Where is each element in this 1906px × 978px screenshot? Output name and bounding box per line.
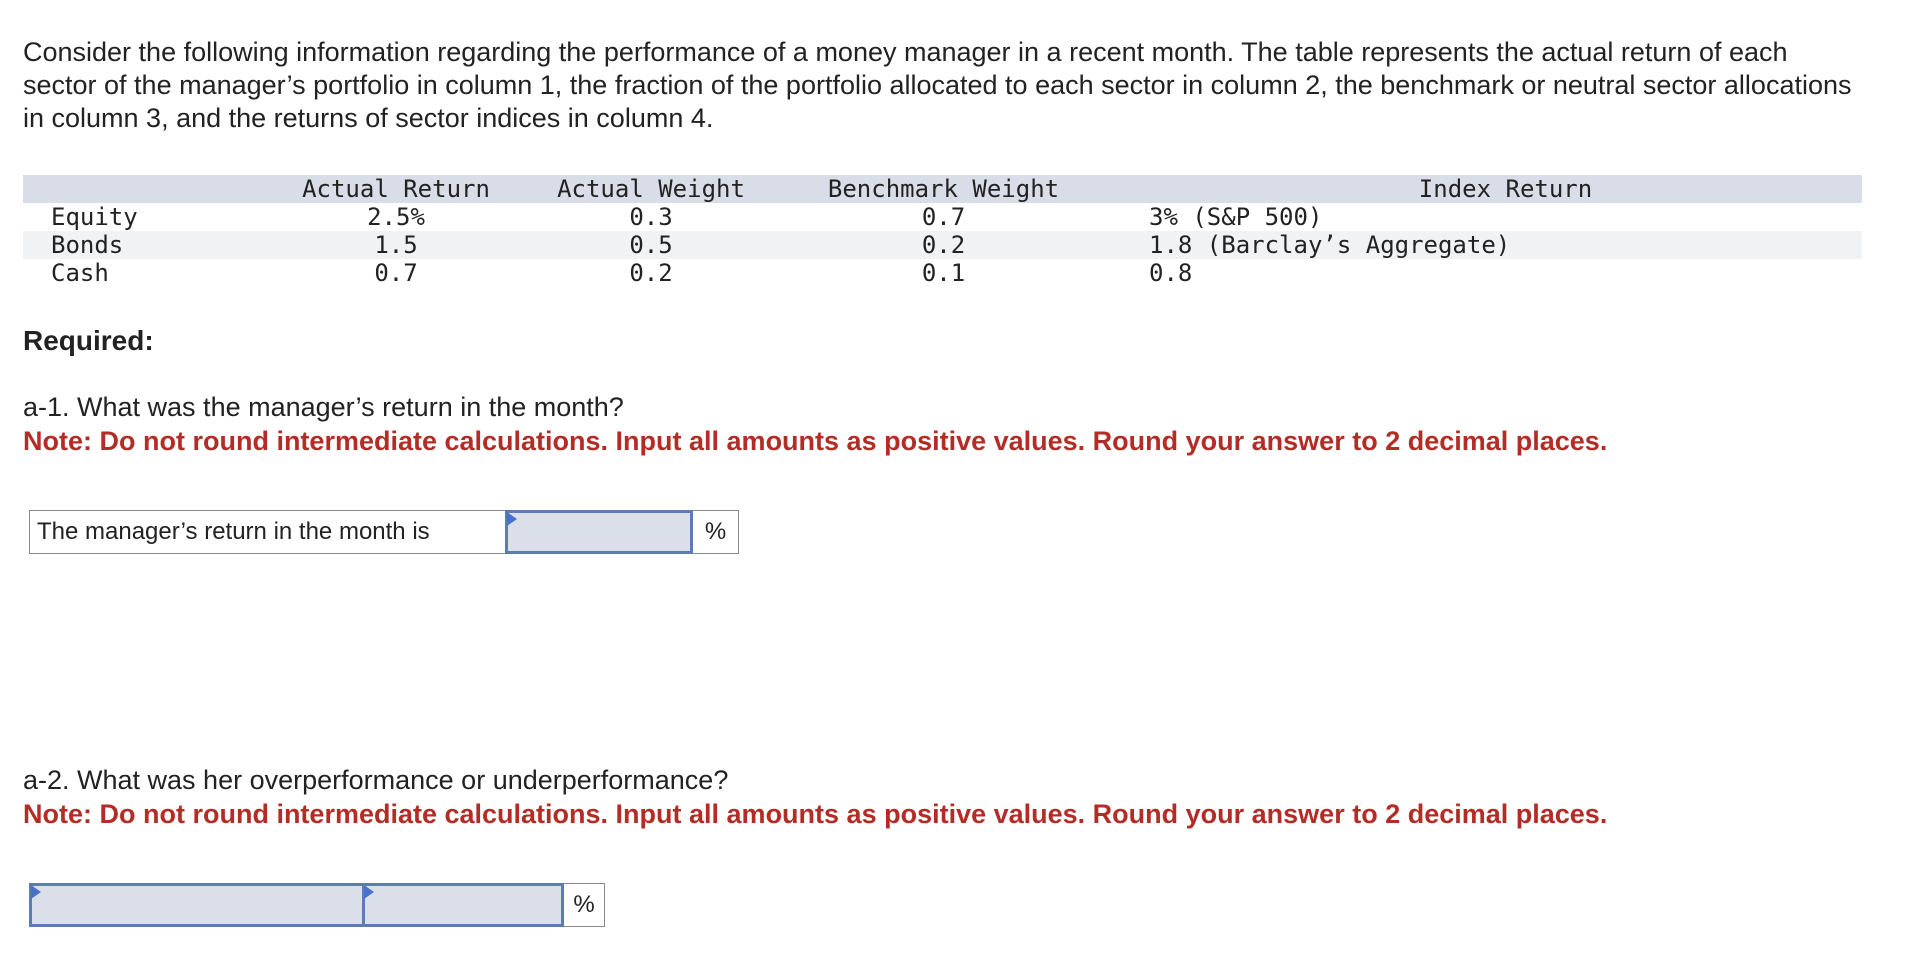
- cell-index-return: 1.8 (Barclay’s Aggregate): [1149, 231, 1511, 259]
- portfolio-table: [23, 175, 1862, 287]
- cell-benchmark-weight: 0.7: [921, 203, 966, 231]
- table-row: [23, 203, 1862, 231]
- answer-input-wrap-a2: [365, 883, 564, 927]
- cell-index-return: 0.8: [1149, 259, 1193, 287]
- table-header-benchmark-weight: Benchmark Weight: [827, 175, 1060, 203]
- table-header-actual-weight: Actual Weight: [557, 175, 745, 203]
- intro-paragraph: Consider the following information regarding the performance of a money manager in a recent month. The table represents the actual return of each sector of the manager’s portfolio in column 1, the fraction of the portfolio allocated to each sector in column 2, the benchmark or neutral sector allocations in column 3, and the returns of sector indices in column 4.: [23, 37, 1852, 133]
- note-a2: Note: Do not round intermediate calculations. Input all amounts as positive values. Round your answer to 2 decimal places.: [23, 799, 1608, 829]
- percent-unit-a2: %: [564, 883, 605, 927]
- table-header-index-return: Index Return: [1418, 175, 1593, 203]
- cell-actual-return: 0.7: [374, 259, 418, 287]
- performance-amount-input[interactable]: [362, 883, 564, 927]
- cell-benchmark-weight: 0.2: [921, 231, 966, 259]
- cell-actual-weight: 0.5: [629, 231, 673, 259]
- answer-input-wrap-a1: [505, 510, 693, 554]
- table-header-row: [23, 175, 1862, 203]
- manager-return-input[interactable]: [505, 510, 693, 554]
- row-label: Cash: [51, 259, 109, 287]
- performance-type-select[interactable]: [29, 883, 365, 927]
- table-header-blank: [23, 175, 276, 203]
- row-label: Equity: [51, 203, 138, 231]
- cell-actual-return: 2.5%: [367, 203, 425, 231]
- table-header-actual-return: Actual Return: [302, 175, 490, 203]
- cell-index-return: 3% (S&P 500): [1149, 203, 1323, 231]
- cell-actual-weight: 0.2: [629, 259, 673, 287]
- required-heading: Required:: [23, 325, 154, 356]
- table-row: [23, 259, 1862, 287]
- cell-actual-weight: 0.3: [629, 203, 673, 231]
- note-a1: Note: Do not round intermediate calculations. Input all amounts as positive values. Round your answer to 2 decimal places.: [23, 426, 1608, 456]
- answer-row-a2: [29, 883, 605, 927]
- answer-row-a1: [29, 510, 739, 554]
- percent-unit-a1: %: [693, 510, 739, 554]
- select-wrap-a2: [29, 883, 365, 927]
- table-row: [23, 231, 1862, 259]
- question-a2: a-2. What was her overperformance or underperformance?: [23, 765, 729, 795]
- cell-actual-return: 1.5: [374, 231, 418, 259]
- cell-benchmark-weight: 0.1: [921, 259, 966, 287]
- row-label: Bonds: [51, 231, 124, 259]
- question-a1: a-1. What was the manager’s return in the month?: [23, 392, 624, 422]
- answer-label-a1: The manager’s return in the month is: [29, 510, 505, 554]
